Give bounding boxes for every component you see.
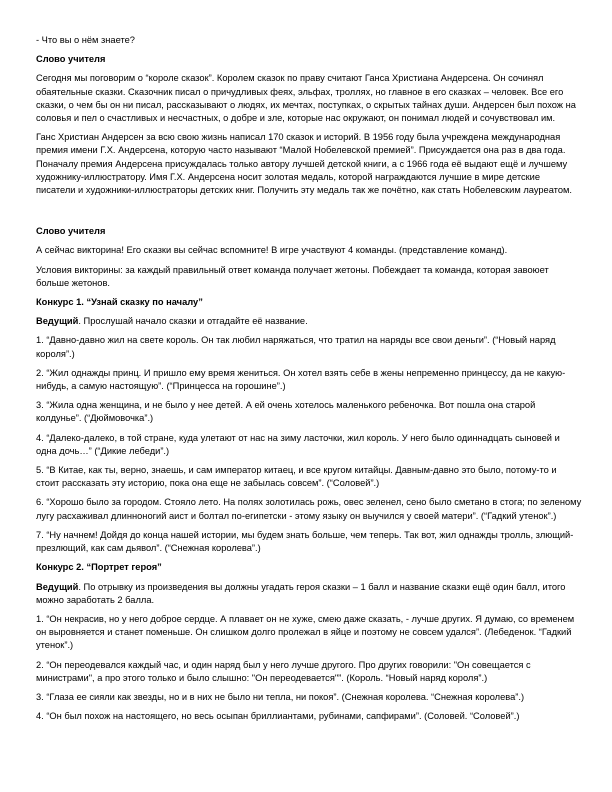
section2-heading: Слово учителя xyxy=(36,226,106,237)
section1-paragraph-2: Ганс Христиан Андерсен за всю свою жизнь написал 170 сказок и историй. В 1956 году была учреждена международная премия имени Г.Х. Андерсена, которую часто называют “Малой Нобелевской премией”. Присуждается она раз в два года. Поначалу премия Андерсена присуждалась только автору лучшей детской книги, а с 1966 года её выдают ещё и лучшему художнику-иллюстратору. Имя Г.Х. Андерсена носит золотая медаль, которой награждаются лучшие в мире детские писатели и художники-иллюстраторы детских книг. Получить эту медаль так же почётно, как стать Нобелевским лауреатом. xyxy=(36,132,572,196)
contest2-item: 1. “Он некрасив, но у него доброе сердце. А плавает он не хуже, смею даже сказать, - лучше других. Я думаю, со временем он выровняется и станет поменьше. Он слишком долго пролежал в яйце и поэтому не совсем удался”. (Лебеденок. “Гадкий утенок”.) xyxy=(36,613,575,651)
host-instruction: . Прослушай начало сказки и отгадайте её название. xyxy=(78,316,308,327)
contest1-host-line xyxy=(36,315,582,328)
contest2-host-line xyxy=(36,581,582,607)
section-spacer xyxy=(36,203,582,225)
contest1-item: 2. “Жил однажды принц. И пришло ему время жениться. Он хотел взять себе в жены непременно принцессу, да не какую-нибудь, а самую настоящую”. (“Принцесса на горошине”.) xyxy=(36,367,566,392)
contest1-item: 6. “Хорошо было за городом. Стояло лето. На полях золотилась рожь, овес зеленел, сено было сметано в стога; по зеленому лугу расхаживал длинноногий аист и болтал по-египетски - этому языку он выучился у своей матери”. (“Гадкий утенок”.) xyxy=(36,497,582,521)
contest1-heading: Конкурс 1. “Узнай сказку по началу” xyxy=(36,297,203,308)
host-instruction: . По отрывку из произведения вы должны угадать героя сказки – 1 балл и название сказки ещё один балл, итого можно заработать 2 балла. xyxy=(36,581,566,605)
contest1-item: 3. “Жила одна женщина, и не было у нее детей. А ей очень хотелось маленького ребеночка. Вот пошла она старой колдунье”. (“Дюймовочка”.) xyxy=(36,400,536,424)
section1-heading: Слово учителя xyxy=(36,54,106,65)
contest2-heading: Конкурс 2. “Портрет героя” xyxy=(36,562,162,573)
host-label: Ведущий xyxy=(36,316,79,327)
contest2-item: 3. “Глаза ее сияли как звезды, но и в них не было ни тепла, ни покоя”. (Снежная королева. “Снежная королева”.) xyxy=(36,691,525,702)
document-page xyxy=(36,34,582,729)
host-label: Ведущий xyxy=(36,581,79,592)
section1-paragraph-1: Сегодня мы поговорим о “короле сказок”. Королем сказок по праву считают Ганса Христиана Андерсена. Он сочинял обаятельные сказки. Сказочник писал о причудливых феях, эльфах, троллях, но главное в его сказках – человек. Все его сказки, о чем бы он ни писал, рассказывают о людях, их мечтах, поступках, о скрытых тайнах души. Андерсен был похож на соловья и пел о счастливых и несчастных, о добре и зле, которые нас окружают, он понимал людей и сочувствовал им. xyxy=(36,73,576,124)
contest1-item: 4. “Далеко-далеко, в той стране, куда улетают от нас на зиму ласточки, жил король. У него было одиннадцать сыновей и одна дочь…” (“Дикие лебеди”.) xyxy=(36,432,560,456)
contest2-item: 2. “Он переодевался каждый час, и один наряд был у него лучше другого. Про других говорили: "Он совещается с министрами", а про этого только и было слышно: "Он переодевается"”. (Король. “Новый наряд короля”.) xyxy=(36,659,531,683)
contest1-item: 5. “В Китае, как ты, верно, знаешь, и сам император китаец, и все кругом китайцы. Давным-давно это было, потому-то и стоит рассказать эту историю, пока она еще не забылась совсем”. (“Соловей”.) xyxy=(36,465,557,489)
section2-paragraph-2: Условия викторины: за каждый правильный ответ команда получает жетоны. Побеждает та команда, которая завоюет больше жетонов. xyxy=(36,264,549,288)
contest2-item: 4. “Он был похож на настоящего, но весь осыпан бриллиантами, рубинами, сапфирами”. (Соловей. “Соловей”.) xyxy=(36,711,520,722)
section2-paragraph-1: А сейчас викторина! Его сказки вы сейчас вспомните! В игре участвуют 4 команды. (представление команд). xyxy=(36,245,508,256)
contest1-item: 7. “Ну начнем! Дойдя до конца нашей истории, мы будем знать больше, чем теперь. Так вот, жил однажды тролль, злющий- презлющий, как сам дьявол”. (“Снежная королева”.) xyxy=(36,529,574,554)
lead-line: - Что вы о нём знаете? xyxy=(36,35,135,45)
contest1-item: 1. “Давно-давно жил на свете король. Он так любил наряжаться, что тратил на наряды все свои деньги”. (“Новый наряд короля”.) xyxy=(36,335,556,359)
